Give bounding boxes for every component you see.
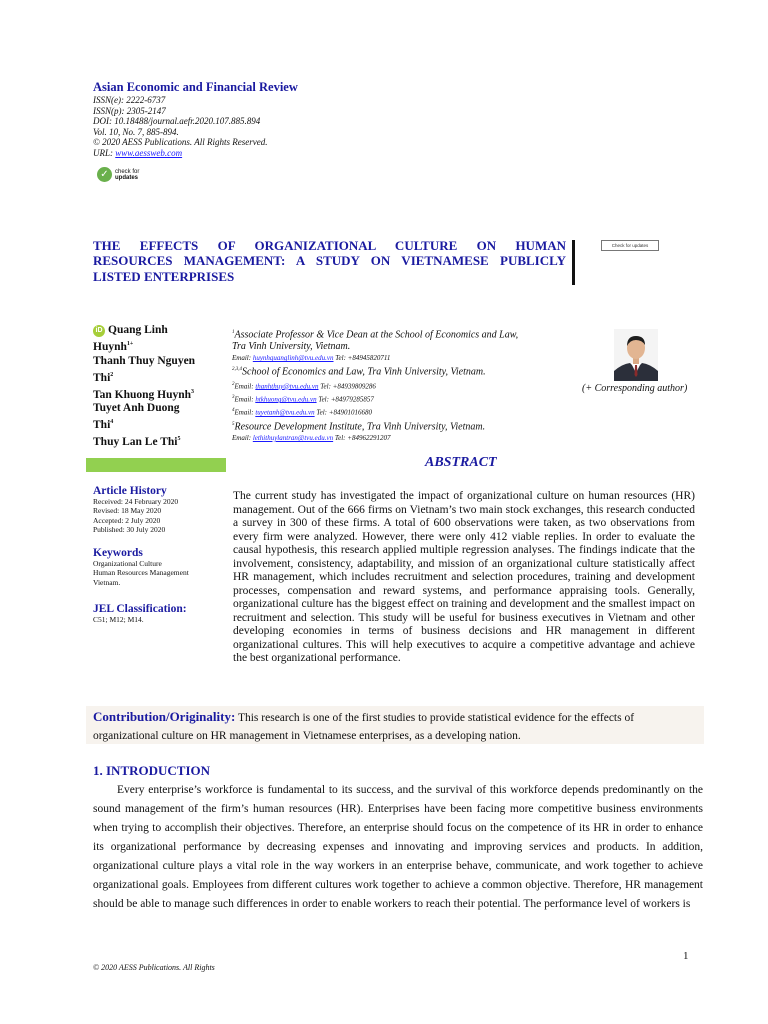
article-history-heading: Article History — [93, 485, 167, 497]
page-number: 1 — [683, 950, 689, 962]
author: Thuy Lan Le Thi$^5$ — [93, 436, 181, 449]
email-link[interactable]: htkhuong@tvu.edu.vn — [255, 395, 317, 404]
email-line: $^2$Email: thanhthuy@tvu.edu.vn Tel: +84939809286 — [232, 381, 376, 390]
author-photo — [614, 329, 658, 381]
title-line: LISTED ENTERPRISES — [93, 268, 235, 284]
affiliation-1-line2: Tra Vinh University, Vietnam. — [232, 341, 351, 353]
email-line: $^4$Email: tuyetanh@tvu.edu.vn Tel: +84901016680 — [232, 408, 372, 417]
email-link[interactable]: thanhthuy@tvu.edu.vn — [255, 381, 319, 390]
keyword: Vietnam. — [93, 577, 121, 587]
jel-heading: JEL Classification: — [93, 603, 187, 615]
portrait-icon — [614, 329, 658, 381]
keywords — [93, 547, 228, 587]
affiliation-1: $^1$Associate Professor & Vice Dean at the School of Economics and Law, — [232, 329, 519, 341]
contribution-text: Contribution/Originality: This research is one of the first studies to provide statistical evidence for the effects of organizational culture on HR management in Vietnamese enterprises, as a developing nation. — [93, 709, 635, 742]
author: Tan Khuong Huynh$^3$ — [93, 388, 195, 401]
introduction-text: Every enterprise’s workforce is fundamental to its success, and the survival of this workforce depends predominantly on the sound management of the firm’s human resources (HR). Enterprises have been facing more competitive business environments when trying to accomplish their objectives. Therefore, an enterprise should focus on the competence of its HR in order to enhance its organizational performance by decreasing expenses and innovating and improving services and products. In addition, organizational culture plays a vital role in the way workers in an enterprise behave, communicate, and work together to achieve organizational goals. Employees from different cultures work together to achieve a common objective. Therefore, HR management should be able to manage such differences in order to enable workers to reach their potential. The performance level of workers is — [93, 784, 703, 910]
author-list — [93, 323, 223, 449]
abstract-heading: ABSTRACT — [425, 455, 497, 470]
section-bar — [86, 458, 226, 472]
accepted-date: Accepted: 2 July 2020 — [93, 515, 161, 525]
keyword: Human Resources Management — [93, 568, 189, 578]
introduction-heading: 1. INTRODUCTION — [93, 763, 211, 778]
author: Tuyet Anh Duong Thi$^4$ — [93, 402, 180, 432]
check-for-updates-button[interactable] — [97, 167, 139, 182]
check-updates-label: check for updates — [115, 168, 140, 181]
checkmark-icon: ✓ — [97, 167, 112, 182]
copyright: © 2020 AESS Publications. All Rights Reserved. — [93, 137, 268, 148]
volume: Vol. 10, No. 7, 885-894. — [93, 126, 179, 137]
jel-classification — [93, 603, 228, 624]
url-label: URL: — [93, 147, 116, 158]
email-link[interactable]: lethithuylantran@tvu.edu.vn — [252, 433, 334, 442]
affiliation-2: $^{2,3,4}$School of Economics and Law, Tra Vinh University, Vietnam. — [232, 366, 486, 378]
url-line — [93, 148, 268, 159]
doi: DOI: 10.18488/journal.aefr.2020.107.885.894 — [93, 116, 261, 127]
issn-p: ISSN(p): 2305-2147 — [93, 105, 166, 116]
email-link[interactable]: tuyetanh@tvu.edu.vn — [255, 408, 315, 417]
email-link[interactable]: huynhquanglinh@tvu.edu.vn — [252, 354, 334, 363]
orcid-icon[interactable]: iD — [93, 325, 105, 337]
article-title — [93, 238, 566, 284]
jel-codes: C51; M12; M14. — [93, 615, 144, 624]
footer-copyright: © 2020 AESS Publications. All Rights — [93, 963, 215, 972]
title-divider — [572, 240, 575, 285]
affiliations — [232, 327, 572, 444]
affiliation-5: $^5$Resource Development Institute, Tra Vinh University, Vietnam. — [232, 420, 486, 432]
corresponding-author-note: (+ Corresponding author) — [582, 383, 688, 394]
article-history — [93, 485, 228, 535]
keywords-heading: Keywords — [93, 547, 143, 559]
journal-name: Asian Economic and Financial Review — [93, 80, 298, 94]
title-line: RESOURCES MANAGEMENT: A STUDY ON VIETNAMESE PUBLICLY — [93, 253, 566, 269]
title-line: THE EFFECTS OF ORGANIZATIONAL CULTURE ON HUMAN — [93, 238, 566, 253]
journal-meta — [93, 95, 268, 159]
revised-date: Revised: 18 May 2020 — [93, 506, 162, 516]
email-line: Email: lethithuylantran@tvu.edu.vn Tel: +84962291207 — [232, 433, 391, 442]
check-updates-badge[interactable]: Check for updates — [601, 240, 659, 251]
journal-url-link[interactable]: www.aessweb.com — [115, 147, 183, 158]
author: Thanh Thuy Nguyen Thi$^2$ — [93, 354, 196, 384]
keyword: Organizational Culture — [93, 559, 162, 568]
issn-e: ISSN(e): 2222-6737 — [93, 95, 166, 105]
author: iD Quang Linh Huynh$^{1+}$ — [93, 324, 168, 353]
received-date: Received: 24 February 2020 — [93, 497, 179, 506]
email-line: Email: huynhquanglinh@tvu.edu.vn Tel: +84945820711 — [232, 354, 391, 363]
published-date: Published: 30 July 2020 — [93, 525, 166, 535]
email-line: $^3$Email: htkhuong@tvu.edu.vn Tel: +84979285857 — [232, 394, 374, 404]
contribution-label: Contribution/Originality: — [93, 709, 236, 724]
abstract-text: The current study has investigated the impact of organizational culture on human resources (HR) management. Out of the 666 firms on Vietnam’s two main stock exchanges, this research conducted a survey in 300 of these firms. A total of 600 observations were taken, as two observations from every firm were analyzed. However, there were only 412 viable replies. In order to evaluate the causal hypothesis, this research applied multiple regression analyses. The findings indicate that the involvement, consistency, adaptability, and mission of an organizational culture statistically affect HR management, which includes recruitment and selection procedures, training and development processes, compensation and reward systems, and performance appraising tools. Generally, organizational culture has the biggest effect on training and development and the smallest impact on recruitment and selection. This study will be useful for business executives in Vietnam and other developing economies in terms of business decisions and HR management in different organizational cultures. This will help executives to acquire a competitive advantage and achieve the best organizational performance. — [233, 490, 695, 664]
